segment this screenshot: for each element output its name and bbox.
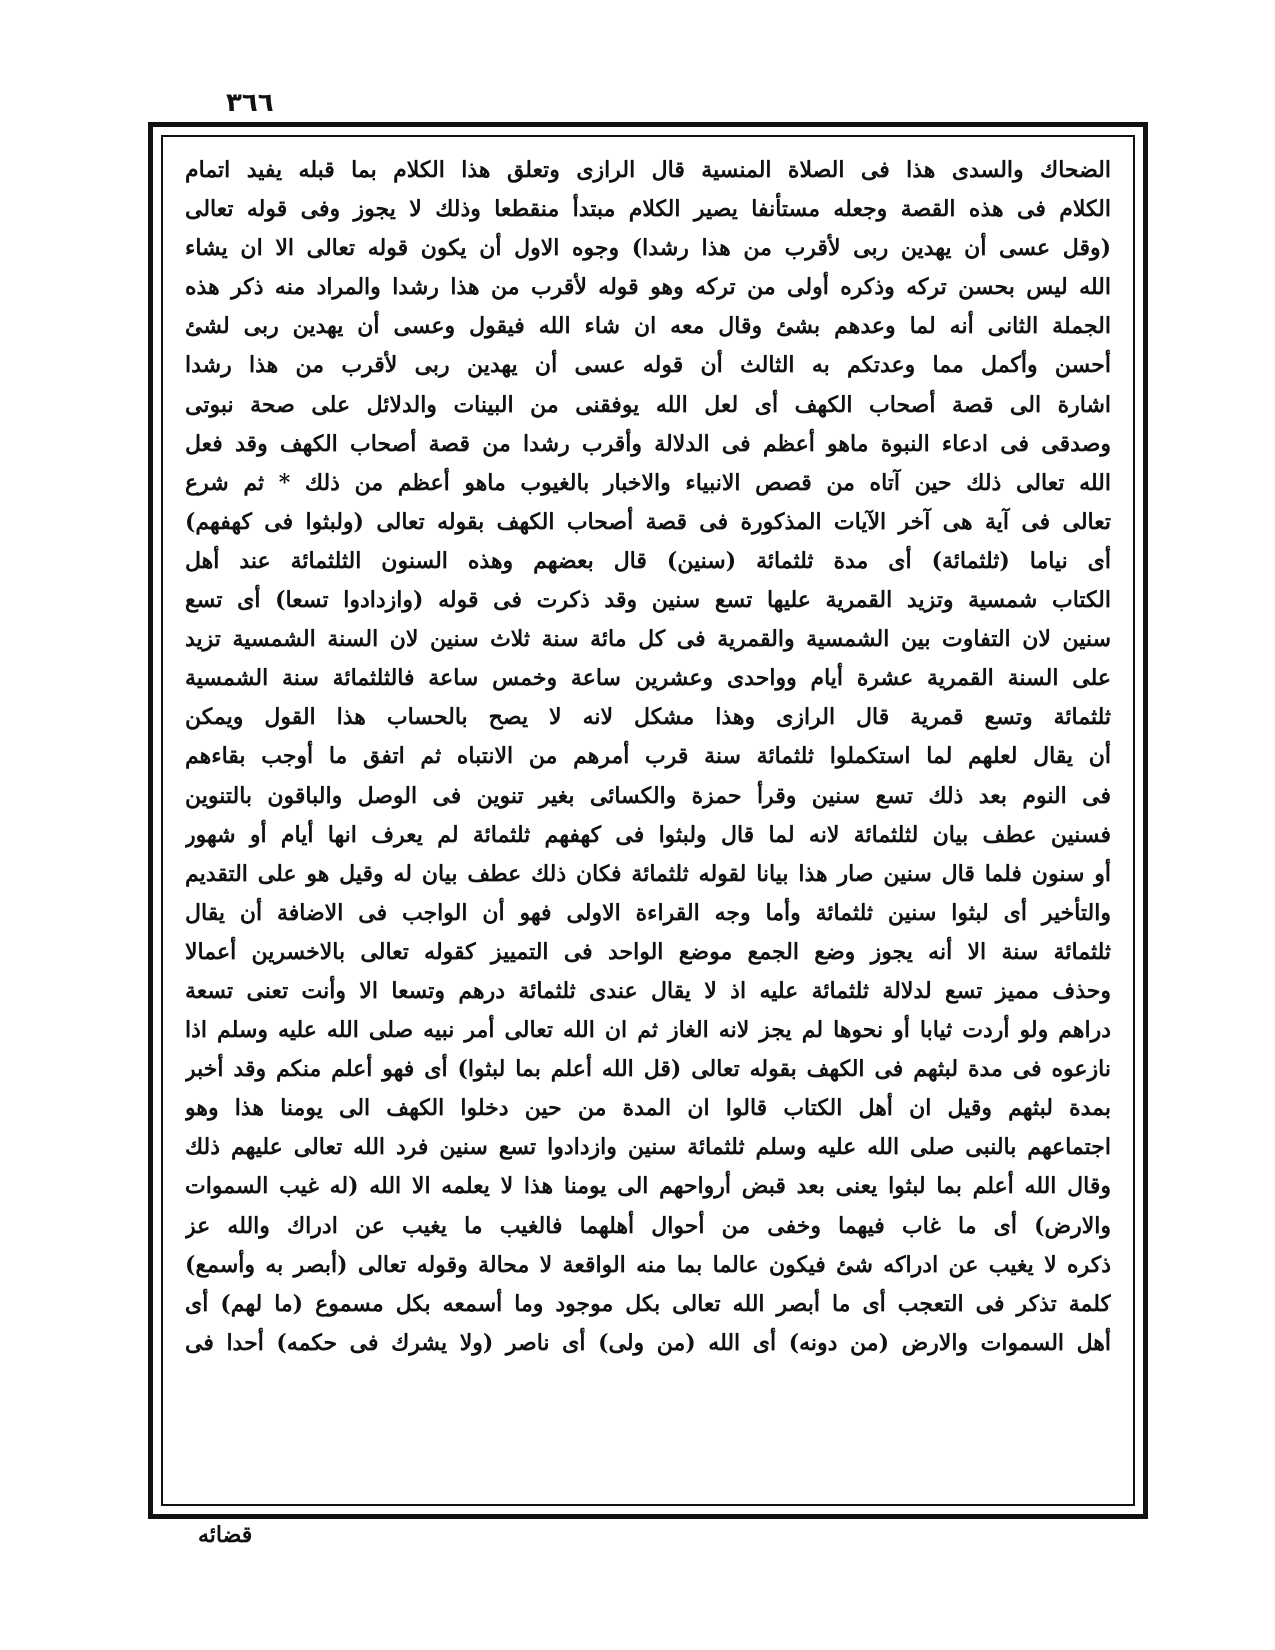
catchword: قضائه [198,1522,253,1548]
text-line: الضحاك والسدى هذا فى الصلاة المنسية قال الرازى وتعلق هذا الكلام بما قبله يفيد اتمام [185,157,1111,183]
text-line: ثلثمائة سنة الا أنه يجوز وضع الجمع موضع الواحد فى التمييز كقوله تعالى بالاخسرين أعمالا [185,938,1111,965]
text-line: الكتاب شمسية وتزيد القمرية عليها تسع سنين وقد ذكرت فى قوله (وازدادوا تسعا) أى تسع [185,587,1111,614]
text-line: اشارة الى قصة أصحاب الكهف أى لعل الله يوفقنى من البينات والدلائل على صحة نبوتى [185,391,1111,418]
text-line: ثلثمائة وتسع قمرية قال الرازى وهذا مشكل لانه لا يصح بالحساب هذا القول ويمكن [185,704,1111,731]
text-line: بمدة لبثهم وقيل ان أهل الكتاب قالوا ان المدة من حين دخلوا الكهف الى يومنا هذا وهو [185,1095,1111,1122]
page-frame-inner [161,135,1135,1506]
text-line: الله ليس بحسن تركه وذكره أولى من تركه وهو قوله لأقرب من هذا رشدا والمراد منه ذكر هذه [185,274,1111,301]
body-text [185,151,1111,1490]
text-line: وحذف مميز تسع لدلالة ثلثمائة عليه اذ لا يقال عندى ثلثمائة درهم وتسعا الا وأنت تعنى تسعة [185,977,1111,1004]
text-line: أو سنون فلما قال سنين صار هذا بيانا لقوله ثلثمائة فكان ذلك عطف بيان له وقيل هو على التقديم [185,860,1111,887]
text-line: ذكره لا يغيب عن ادراكه شئ فيكون عالما بما منه الواقعة لا محالة وقوله تعالى (أبصر به وأسمع) [185,1251,1111,1278]
text-line: والتأخير أى لبثوا سنين ثلثمائة وأما وجه القراءة الاولى فهو أن الواجب فى الاضافة أن يقال [185,899,1111,926]
text-line: فى النوم بعد ذلك تسع سنين وقرأ حمزة والكسائى بغير تنوين فى الوصل والباقون بالتنوين [185,782,1111,809]
text-line: دراهم ولو أردت ثيابا أو نحوها لم يجز لانه الغاز ثم ان الله تعالى أمر نبيه صلى الله عليه وسلم اذا [185,1017,1111,1044]
text-line: فسنين عطف بيان لثلثمائة لانه لما قال ولبثوا فى كهفهم ثلثمائة لم يعرف انها أيام أو شهور [185,821,1111,848]
text-line: والارض) أى ما غاب فيهما وخفى من أحوال أهلهما فالغيب ما يغيب عن ادراك والله عز [185,1212,1111,1239]
text-line: سنين لان التفاوت بين الشمسية والقمرية فى كل مائة سنة ثلاث سنين لان السنة الشمسية تزيد [185,626,1111,653]
text-line: وصدقى فى ادعاء النبوة ماهو أعظم فى الدلالة وأقرب رشدا من قصة أصحاب الكهف وقد فعل [185,430,1111,457]
text-line: (وقل عسى أن يهدين ربى لأقرب من هذا رشدا) وجوه الاول أن يكون قوله تعالى الا ان يشاء [185,235,1111,262]
text-line: أن يقال لعلهم لما استكملوا ثلثمائة سنة قرب أمرهم من الانتباه ثم اتفق ما أوجب بقاءهم [185,743,1111,770]
page-number: ٣٦٦ [226,88,274,118]
text-line: وقال الله أعلم بما لبثوا يعنى بعد قبض أرواحهم الى يومنا هذا لا يعلمه الا الله (له غيب السموات [185,1173,1111,1200]
text-line: تعالى فى آية هى آخر الآيات المذكورة فى قصة أصحاب الكهف بقوله تعالى (ولبثوا فى كهفهم) [185,508,1111,535]
page-frame [148,122,1148,1519]
text-line: الكلام فى هذه القصة وجعله مستأنفا يصير الكلام مبتدأ منقطعا وذلك لا يجوز وفى قوله تعالى [185,196,1111,223]
text-line: نازعوه فى مدة لبثهم فى الكهف بقوله تعالى (قل الله أعلم بما لبثوا) أى فهو أعلم منكم وقد أخبر [185,1056,1111,1083]
text-line: أحسن وأكمل مما وعدتكم به الثالث أن قوله عسى أن يهدين ربى لأقرب من هذا رشدا [185,352,1111,379]
text-line: الله تعالى ذلك حين آتاه من قصص الانبياء والاخبار بالغيوب ماهو أعظم من ذلك * ثم شرع [185,469,1111,496]
text-line: أى نياما (ثلثمائة) أى مدة ثلثمائة (سنين) قال بعضهم وهذه السنون الثلثمائة عند أهل [185,547,1111,574]
text-line: على السنة القمرية عشرة أيام وواحدى وعشرين ساعة وخمس ساعة فالثلثمائة سنة الشمسية [185,665,1111,692]
text-line: أهل السموات والارض (من دونه) أى الله (من ولى) أى ناصر (ولا يشرك فى حكمه) أحدا فى [185,1329,1111,1356]
text-line: اجتماعهم بالنبى صلى الله عليه وسلم ثلثمائة سنين وازدادوا تسع سنين فرد الله تعالى عليهم ذلك [185,1134,1111,1161]
text-line: كلمة تذكر فى التعجب أى ما أبصر الله تعالى بكل موجود وما أسمعه بكل مسموع (ما لهم) أى [185,1290,1111,1317]
text-line: الجملة الثانى أنه لما وعدهم بشئ وقال معه ان شاء الله فيقول وعسى أن يهدين ربى لشئ [185,313,1111,340]
